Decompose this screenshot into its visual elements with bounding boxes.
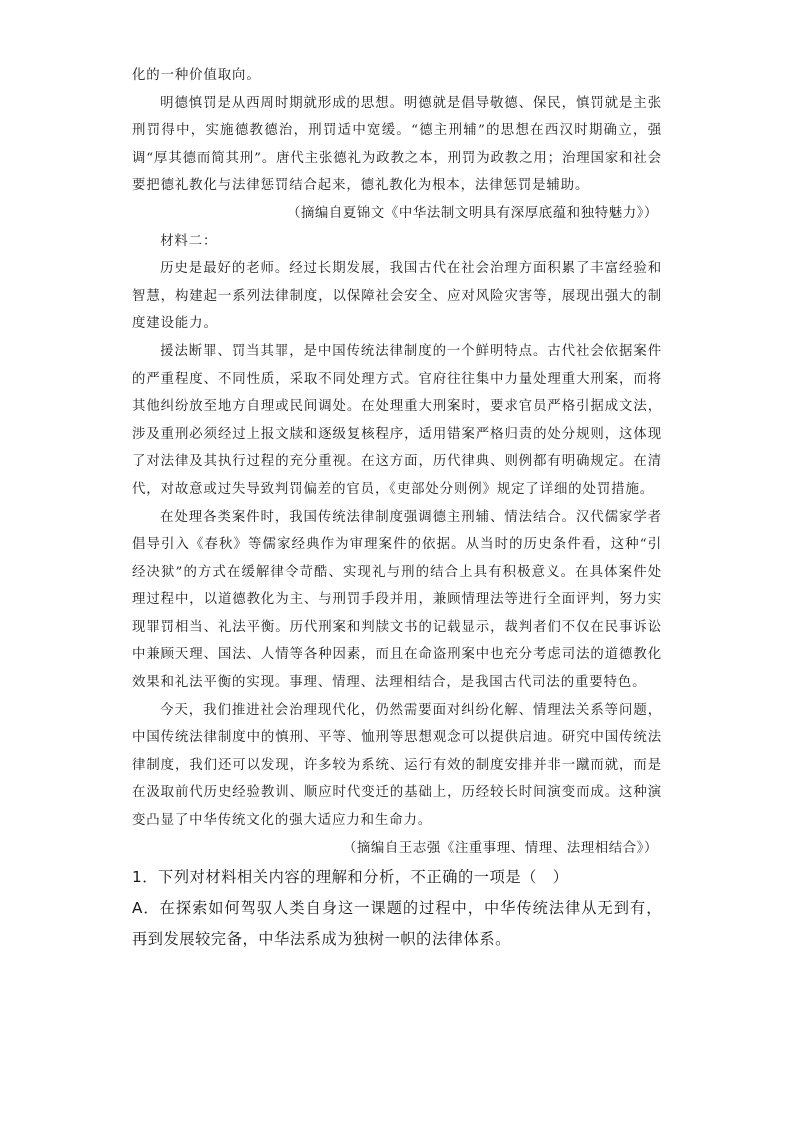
material-two-heading: 材料二： [160,233,218,249]
material-one-continuation: 化的一种价值取向。 [132,68,261,83]
material-one-source: （摘编自夏锦文《中华法制文明具有深厚底蕴和独特魅力》） [286,205,658,221]
material-one-paragraph: 明德慎罚是从西周时期就形成的思想。明德就是倡导敬德、保民，慎罚就是主张刑罚得中，实施德教德治，刑罚适中宽缓。“德主刑辅”的思想在西汉时期确立，强调“厚其德而简其刑”。唐代主张德礼为政教之本，刑罚为政教之用；治理国家和社会要把德礼教化与法律惩罚结合起来，德礼教化为根本，法律惩罚是辅助。 [132,95,662,194]
question-stem: 1．下列对材料相关内容的理解和分析，不正确的一项是（ ） [132,868,569,887]
material-two-source: （摘编自王志强《注重事理、情理、法理相结合》） [342,840,658,856]
material-two-paragraph-4: 今天，我们推进社会治理现代化，仍然需要面对纠纷化解、情理法关系等问题，中国传统法律制度中的慎刑、平等、恤刑等思想观念可以提供启迪。研究中国传统法律制度，我们还可以发现，许多较为系统、运行有效的制度安排并非一蹴而就，而是在汲取前代历史经验教训、顺应时代变迁的基础上，历经较长时间演变而成。这种演变凸显了中华传统文化的强大适应力和生命力。 [132,702,662,829]
material-two-paragraph-2: 援法断罪、罚当其罪，是中国传统法律制度的一个鲜明特点。古代社会依据案件的严重程度、不同性质，采取不同处理方式。官府往往集中力量处理重大刑案，而将其他纠纷放至地方自理或民间调处。在处理重大刑案时，要求官员严格引据成文法，涉及重刑必须经过上报文牍和逐级复核程序，适用错案严格归责的处分规则，这体现了对法律及其执行过程的充分重视。在这方面，历代律典、则例都有明确规定。在清代，对故意或过失导致判罚偏差的官员，《吏部处分则例》规定了详细的处罚措施。 [132,343,662,497]
material-two-paragraph-1: 历史是最好的老师。经过长期发展，我国古代在社会治理方面积累了丰富经验和智慧，构建起一系列法律制度，以保障社会安全、应对风险灾害等，展现出强大的制度建设能力。 [132,261,662,332]
material-two-paragraph-3: 在处理各类案件时，我国传统法律制度强调德主刑辅、情法结合。汉代儒家学者倡导引入《春秋》等儒家经典作为审理案件的依据。从当时的历史条件看，这种“引经决狱”的方式在缓解律令苛酷、实现礼与刑的结合上具有积极意义。在具体案件处理过程中，以道德教化为主、与刑罚手段并用，兼顾情理法等进行全面评判，努力实现罪罚相当、礼法平衡。历代刑案和判牍文书的记载显示，裁判者们不仅在民事诉讼中兼顾天理、国法、人情等各种因素，而且在命盗刑案中也充分考虑司法的道德教化效果和礼法平衡的实现。事理、情理、法理相结合，是我国古代司法的重要特色。 [132,509,662,691]
question-option-a[interactable]: A．在探索如何驾驭人类自身这一课题的过程中，中华传统法律从无到有，再到发展较完备，中华法系成为独树一帜的法律体系。 [132,899,662,949]
document-page [132,62,662,955]
